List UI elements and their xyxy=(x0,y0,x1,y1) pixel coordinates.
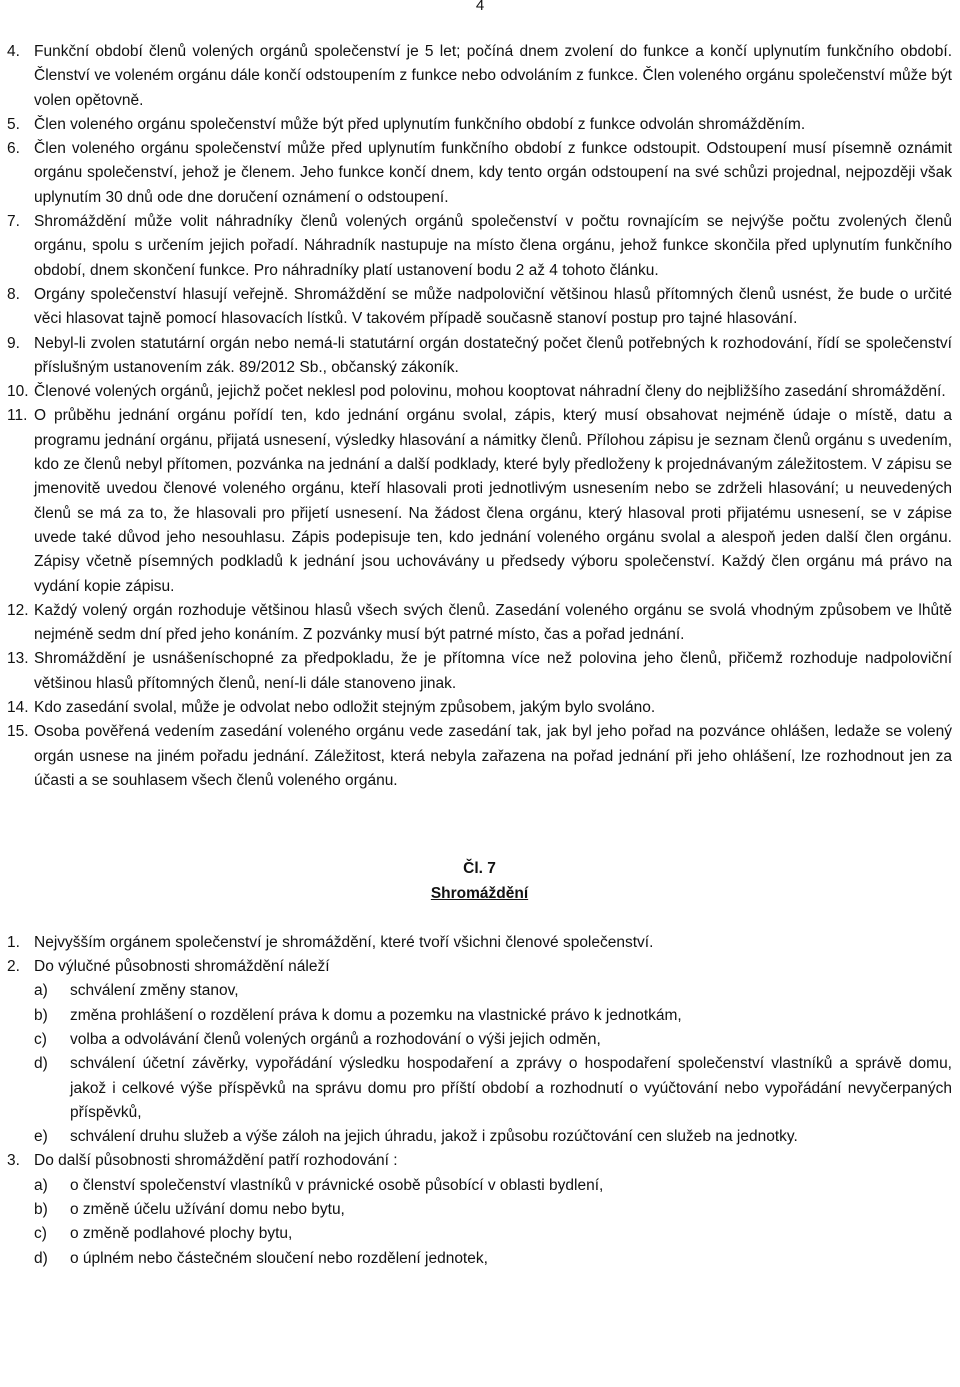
sub-item-label: d) xyxy=(34,1055,48,1073)
sub-item-text: o členství společenství vlastníků v právnické osobě působící v oblasti bydlení, xyxy=(70,1176,604,1194)
item-text: Člen voleného orgánu společenství může před uplynutím funkčního období z funkce odstoupit. Odstoupení musí písemně oznámit orgánu společenství, jehož je členem. Jeho funkce končí dnem, kdy tento orgán odstoupení na své schůzi projednal, nejpozději však uplynutím 30 dnů ode dne doručení oznámení o odstoupení. xyxy=(34,140,952,206)
sub-item xyxy=(34,1004,952,1028)
list-item xyxy=(7,647,952,696)
list-item xyxy=(7,599,952,648)
sub-item xyxy=(34,1028,952,1052)
numbered-list xyxy=(7,40,952,793)
sub-item-text: volba a odvolávání členů volených orgánů a rozhodování o výši jejich odměn, xyxy=(70,1030,601,1048)
item-number: 15. xyxy=(7,723,29,741)
sub-item xyxy=(34,1174,952,1198)
item-number: 1. xyxy=(7,933,20,951)
page-number: 4 xyxy=(475,0,485,14)
item-text: Funkční období členů volených orgánů společenství je 5 let; počíná dnem zvolení do funkce a končí uplynutím funkčního období. Členství ve voleném orgánu dále končí odstoupením z funkce nebo odvoláním z funkce. Člen voleného orgánu společenství může být volen opětovně. xyxy=(34,43,952,109)
item-text-block xyxy=(34,137,952,210)
item-text-block xyxy=(34,647,952,696)
item-text: Každý volený orgán rozhoduje většinou hlasů všech svých členů. Zasedání voleného orgánu se svolá vhodným způsobem ve lhůtě nejméně sedm dní před jeho konáním. Z pozvánky musí být patrné místo, čas a pořad jednání. xyxy=(34,601,952,644)
item-number: 12. xyxy=(7,601,29,619)
list-item xyxy=(7,931,952,955)
item-text: Kdo zasedání svolal, může je odvolat nebo odložit stejným způsobem, jakým bylo svoláno. xyxy=(34,699,656,717)
item-text: Do další působnosti shromáždění patří rozhodování : xyxy=(34,1152,398,1170)
item-text-block xyxy=(34,720,952,793)
sub-item-text: o změně účelu užívání domu nebo bytu, xyxy=(70,1201,345,1219)
sub-item-label: c) xyxy=(34,1030,47,1048)
item-text: Do výlučné působnosti shromáždění náleží xyxy=(34,958,330,976)
sub-item xyxy=(34,1247,952,1271)
list-item xyxy=(7,380,952,404)
item-text-block xyxy=(34,1149,952,1270)
item-text-block xyxy=(34,332,952,381)
sub-item-label: e) xyxy=(34,1128,48,1146)
list-item xyxy=(7,720,952,793)
list-item xyxy=(7,404,952,598)
sub-item-text: schválení účetní závěrky, vypořádání výsledku hospodaření a zprávy o hospodaření společenství vlastníků a správě domu, jakož i celkové výše příspěvků na správu domu pro příští období a rozhodnutí o vyúčtování nebo vypořádání nevyčerpaných příspěvků, xyxy=(70,1055,952,1121)
item-text: Členové volených orgánů, jejichž počet neklesl pod polovinu, mohou kooptovat náhradní členy do nejbližšího zasedání shromáždění. xyxy=(34,383,946,401)
article-number: Čl. 7 xyxy=(463,860,496,878)
item-number: 14. xyxy=(7,699,29,717)
sub-item xyxy=(34,1125,952,1149)
document-body xyxy=(7,40,952,1271)
sub-item-label: c) xyxy=(34,1225,47,1243)
item-text: O průběhu jednání orgánu pořídí ten, kdo jednání orgánu svolal, zápis, který musí obsahovat nejméně údaje o místě, datu a programu jednání orgánu, přijatá usnesení, výsledky hlasování a námitky členů. Přílohou zápisu je seznam členů orgánu s uvedením, kdo ze členů nebyl přítomen, pozvánka na jednání a další podklady, které byly předloženy k projednávaným záležitostem. V zápisu se jmenovitě uvedou členové voleného orgánu, kteří hlasovali proti jednotlivým usnesením nebo se zdrželi hlasování; u neuvedených členů se má za to, že hlasovali pro přijetí usnesení. Na žádost člena orgánu, který hlasoval proti přijatému usnesení, se v zápise uvede také důvod jeho nesouhlasu. Zápis podepisuje ten, kdo jednání voleného orgánu svolal a alespoň jeden další člen orgánu. Zápisy včetně písemných podkladů k jednání jsou uchovávány u předsedy výboru společenství. Každý člen orgánu má právo na vydání kopie zápisu. xyxy=(34,407,952,595)
list-item xyxy=(7,137,952,210)
item-text: Osoba pověřená vedením zasedání voleného orgánu vede zasedání tak, jak byl jeho pořad na pozvánce ohlášen, ledaže se volený orgán usnese na jiném pořadu jednání. Záležitost, která nebyla zařazena na pořad jednání při jeho ohlášení, lze rozhodnout jen za účasti a se souhlasem všech členů voleného orgánu. xyxy=(34,723,952,789)
list-item xyxy=(7,113,952,137)
list-item xyxy=(7,332,952,381)
sub-item-label: b) xyxy=(34,1006,48,1024)
article-title: Shromáždění xyxy=(430,884,529,902)
item-number: 6. xyxy=(7,140,20,158)
spacer xyxy=(7,906,952,931)
sub-item-text: o úplném nebo částečném sloučení nebo rozdělení jednotek, xyxy=(70,1249,488,1267)
item-text-block xyxy=(34,696,952,720)
item-text: Člen voleného orgánu společenství může být před uplynutím funkčního období z funkce odvolán shromážděním. xyxy=(34,115,806,133)
item-text: Nebyl-li zvolen statutární orgán nebo nemá-li statutární orgán dostatečný počet členů potřebných k rozhodování, řídí se společenství příslušným ustanovením zák. 89/2012 Sb., občanský zákoník. xyxy=(34,334,952,376)
item-number: 9. xyxy=(7,334,20,352)
sub-item xyxy=(34,1222,952,1246)
list-item xyxy=(7,696,952,720)
article-list xyxy=(7,931,952,1271)
item-text: Orgány společenství hlasují veřejně. Shromáždění se může nadpoloviční většinou hlasů přítomných členů usnést, že bude o určité věci hlasovat tajně pomocí hlasovacích lístků. V takovém případě současně stanoví postup pro tajné hlasování. xyxy=(34,285,952,328)
item-text-block xyxy=(34,599,952,648)
item-text: Shromáždění může volit náhradníky členů volených orgánů společenství v počtu rovnajícím se nejvýše počtu zvolených členů orgánu, spolu s určením jejich pořadí. Náhradník nastupuje na místo člena orgánu, jehož funkce skončila před uplynutím funkčního období, dnem skončení funkce. Pro náhradníky platí ustanovení bodu 2 až 4 tohoto článku. xyxy=(34,213,952,279)
item-number: 8. xyxy=(7,285,20,303)
sub-item-label: a) xyxy=(34,1176,48,1194)
item-number: 4. xyxy=(7,43,20,60)
item-text-block xyxy=(34,283,952,332)
sub-item xyxy=(34,1052,952,1125)
list-item xyxy=(7,283,952,332)
sub-item xyxy=(34,1198,952,1222)
item-text-block xyxy=(34,404,952,598)
item-text-block xyxy=(34,113,952,137)
item-text-block xyxy=(34,931,952,955)
sub-item xyxy=(34,979,952,1003)
item-number: 10. xyxy=(7,383,29,401)
list-item xyxy=(7,40,952,113)
sub-item-label: b) xyxy=(34,1201,48,1219)
item-text: Nejvyšším orgánem společenství je shromáždění, které tvoří všichni členové společenství. xyxy=(34,933,654,951)
item-text: Shromáždění je usnášeníschopné za předpokladu, že je přítomna více než polovina jeho členů, přičemž rozhoduje nadpoloviční většinou hlasů přítomných členů, není-li dále stanoveno jinak. xyxy=(34,650,952,692)
list-item xyxy=(7,955,952,1149)
sub-item-label: d) xyxy=(34,1249,48,1267)
list-item xyxy=(7,1149,952,1270)
item-text-block xyxy=(34,955,952,1149)
list-item xyxy=(7,210,952,283)
item-number: 7. xyxy=(7,213,20,231)
item-number: 11. xyxy=(7,407,28,425)
sub-item-text: schválení změny stanov, xyxy=(70,982,239,1000)
item-number: 2. xyxy=(7,958,20,976)
item-number: 5. xyxy=(7,115,20,133)
sub-item-text: o změně podlahové plochy bytu, xyxy=(70,1225,293,1243)
sub-item-text: schválení druhu služeb a výše záloh na jejich úhradu, jakož i způsobu rozúčtování cen služeb na jednotky. xyxy=(70,1128,798,1146)
sub-item-label: a) xyxy=(34,982,48,1000)
item-text-block xyxy=(34,380,952,404)
sub-item-text: změna prohlášení o rozdělení práva k domu a pozemku na vlastnické právo k jednotkám, xyxy=(70,1006,682,1024)
item-number: 13. xyxy=(7,650,29,668)
item-number: 3. xyxy=(7,1152,20,1170)
item-text-block xyxy=(34,40,952,113)
item-text-block xyxy=(34,210,952,283)
